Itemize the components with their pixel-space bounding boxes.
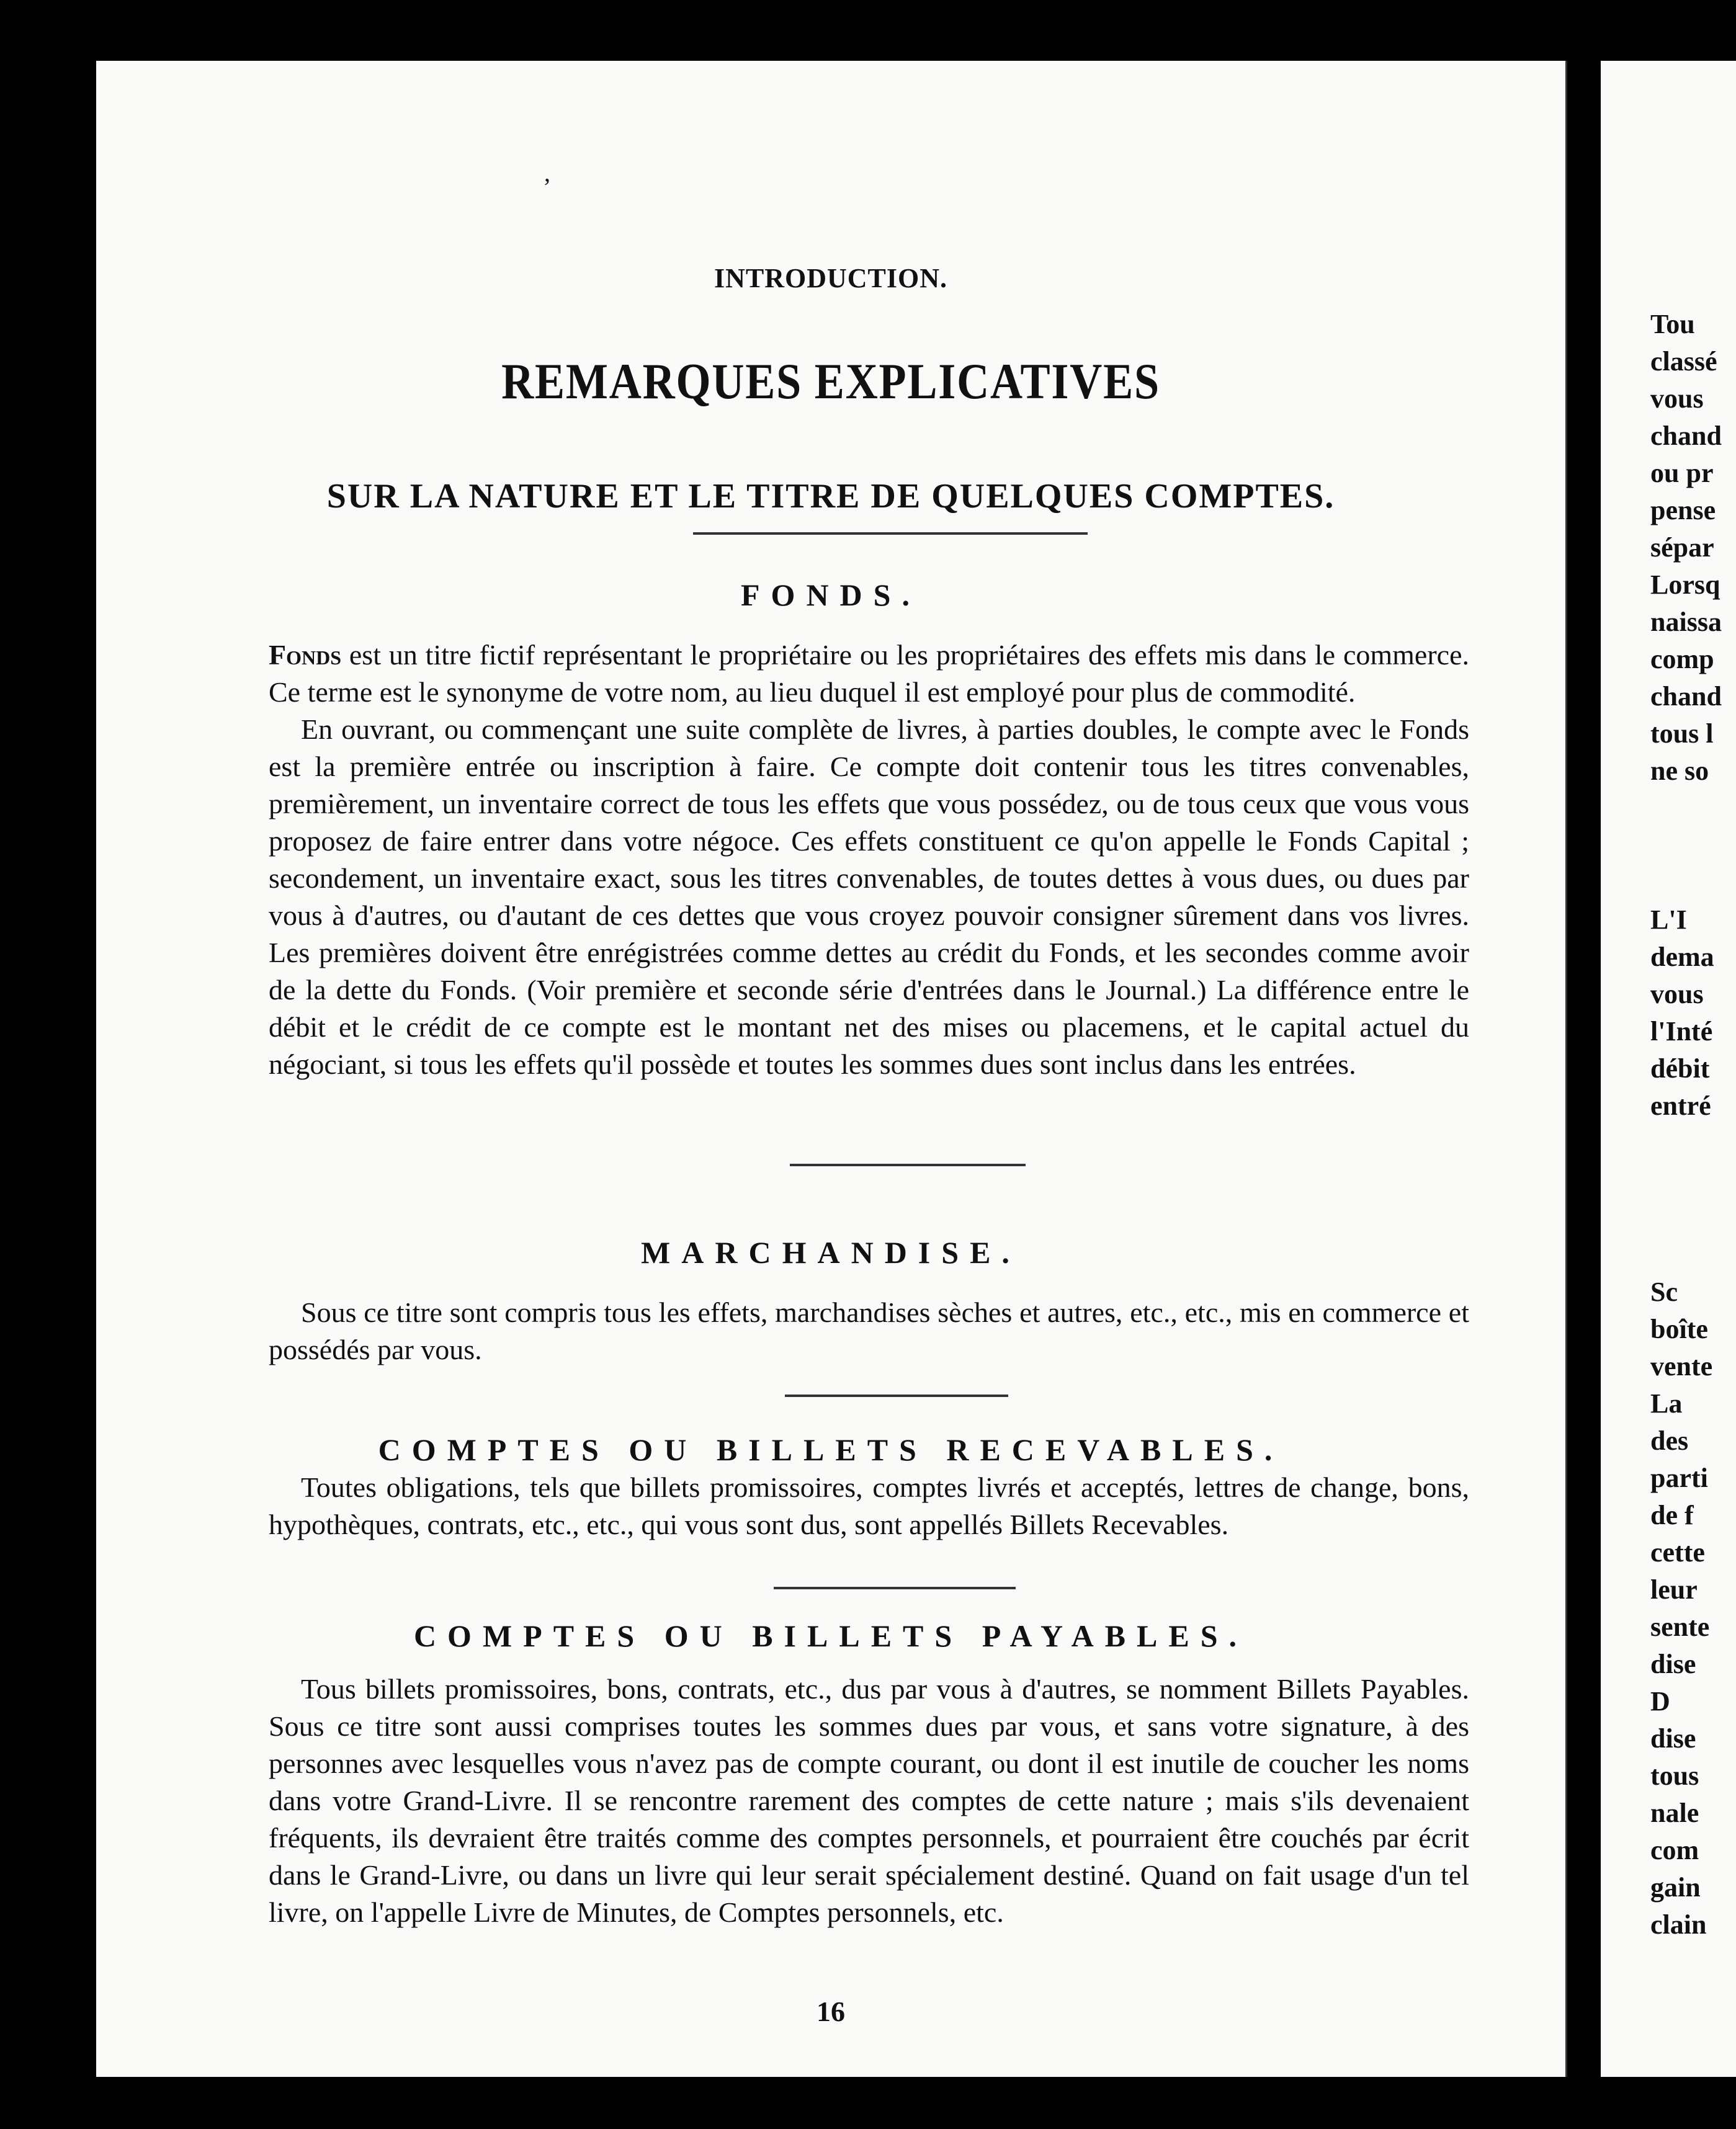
fragment-line: chand bbox=[1650, 681, 1722, 712]
ornamental-rule bbox=[785, 1395, 1008, 1397]
section-heading-payables: COMPTES OU BILLETS PAYABLES. bbox=[413, 1618, 1248, 1653]
paragraph: En ouvrant, ou commençant une suite complète de livres, à parties doubles, le compte avec le Fonds est la première entrée ou inscription à faire. Ce compte doit contenir tous les titres convenables, premièrement, un inventaire correct de tous les effets que vous possédez, ou de tous ceux que vous vous proposez de faire entrer dans votre négoce. Ces effets constituent ce qu'on appelle le Fonds Capital ; secondement, un inventaire exact, sous les titres convenables, de toutes dettes à vous dues, ou dues par vous à d'autres, ou d'autant de ces dettes que vous croyez pouvoir consigner sûrement dans vos livres. Les premières doivent être enrégistrées comme dettes au crédit du Fonds, et les secondes comme avoir de la dette du Fonds. (Voir première et seconde série d'entrées dans le Journal.) La différence entre le débit et le crédit de ce compte est le montant net des mises ou placemens, et le capital actuel du négociant, si tous les effets qu'il possède et toutes les sommes dues sont inclus dans les entrées. bbox=[269, 713, 1469, 1080]
ornamental-rule bbox=[790, 1164, 1026, 1166]
paragraph-text: est un titre fictif représentant le propriétaire ou les propriétaires des effets mis dans le commerce. Ce terme est le synonyme de votre nom, au lieu duquel il est employé pour plus de commodité. bbox=[269, 639, 1469, 708]
fragment-line: vous bbox=[1650, 979, 1704, 1009]
fragment-column bbox=[1650, 901, 1731, 1125]
fragment-line: l'Inté bbox=[1650, 1016, 1713, 1047]
page-title: REMARQUES EXPLICATIVES bbox=[501, 353, 1160, 409]
fragment-line: L'I bbox=[1650, 904, 1687, 935]
fragment-line: sente bbox=[1650, 1612, 1710, 1642]
running-title: INTRODUCTION. bbox=[714, 263, 948, 293]
fragment-line: de f bbox=[1650, 1500, 1694, 1530]
ornamental-rule bbox=[693, 532, 1088, 535]
fragment-line: cette bbox=[1650, 1537, 1705, 1568]
fragment-line: vous bbox=[1650, 383, 1704, 414]
fragment-line: chand bbox=[1650, 421, 1722, 451]
section-body-fonds bbox=[269, 636, 1469, 1083]
section-body-payables bbox=[269, 1671, 1469, 1931]
fragment-line: boîte bbox=[1650, 1314, 1708, 1344]
lead-word: Fonds bbox=[269, 639, 342, 671]
paragraph bbox=[269, 636, 1469, 711]
fragment-column bbox=[1650, 306, 1731, 790]
ink-mark: ʼ bbox=[543, 173, 552, 201]
fragment-line: comp bbox=[1650, 644, 1714, 674]
fragment-line: nale bbox=[1650, 1798, 1699, 1828]
fragment-line: parti bbox=[1650, 1463, 1708, 1493]
section-heading-recevables: COMPTES OU BILLETS RECEVABLES. bbox=[378, 1432, 1284, 1467]
fragment-line: entré bbox=[1650, 1091, 1711, 1121]
fragment-line: vente bbox=[1650, 1351, 1713, 1381]
fragment-line: Tou bbox=[1650, 309, 1695, 339]
fragment-line: gain bbox=[1650, 1872, 1701, 1903]
fragment-line: débit bbox=[1650, 1053, 1710, 1084]
fragment-line: ne so bbox=[1650, 756, 1709, 786]
paragraph: Tous billets promissoires, bons, contrats, etc., dus par vous à d'autres, se nomment Billets Payables. Sous ce titre sont aussi comprises toutes les sommes dues par vous, et sans votre signature, à des personnes avec lesquelles vous n'avez pas de compte courant, ou dont il est inutile de coucher les noms dans votre Grand-Livre. Il se rencontre rarement des comptes de cette nature ; mais s'ils devenaient fréquents, ils devraient être traités comme des comptes personnels, et pourraient être couchés par écrit dans le Grand-Livre, ou dans un livre qui leur serait spécialement destiné. Quand on fait usage d'un tel livre, on l'appelle Livre de Minutes, de Comptes personnels, etc. bbox=[269, 1673, 1469, 1928]
fragment-line: des bbox=[1650, 1426, 1689, 1456]
right-page-fragment bbox=[1601, 61, 1736, 2077]
fragment-line: naissa bbox=[1650, 607, 1722, 637]
ornamental-rule bbox=[774, 1587, 1016, 1589]
fragment-line: classé bbox=[1650, 346, 1717, 377]
fragment-line: La bbox=[1650, 1388, 1683, 1419]
fragment-line: Sc bbox=[1650, 1277, 1678, 1307]
section-heading-marchandise: MARCHANDISE. bbox=[641, 1235, 1021, 1270]
fragment-line: dema bbox=[1650, 942, 1714, 972]
paragraph: Toutes obligations, tels que billets promissoires, comptes livrés et acceptés, lettres de change, bons, hypothèques, contrats, etc., etc., qui vous sont dus, sont appellés Billets Recevables. bbox=[269, 1471, 1469, 1540]
fragment-line: tous l bbox=[1650, 718, 1714, 749]
fragment-line: tous bbox=[1650, 1761, 1699, 1791]
section-heading-fonds: FONDS. bbox=[741, 578, 921, 612]
fragment-column bbox=[1650, 1274, 1731, 1944]
fragment-line: D bbox=[1650, 1686, 1670, 1716]
fragment-line: clain bbox=[1650, 1909, 1707, 1940]
fragment-line: pense bbox=[1650, 495, 1716, 525]
page-subtitle: SUR LA NATURE ET LE TITRE DE QUELQUES COMPTES. bbox=[326, 477, 1335, 516]
fragment-line: dise bbox=[1650, 1649, 1696, 1679]
fragment-line: dise bbox=[1650, 1723, 1696, 1754]
fragment-line: com bbox=[1650, 1835, 1699, 1865]
section-body-marchandise bbox=[269, 1294, 1469, 1368]
fragment-line: ou pr bbox=[1650, 458, 1714, 488]
paragraph: Sous ce titre sont compris tous les effets, marchandises sèches et autres, etc., etc., mis en commerce et possédés par vous. bbox=[269, 1297, 1469, 1365]
fragment-line: leur bbox=[1650, 1574, 1698, 1605]
page-number: 16 bbox=[817, 1996, 845, 2027]
fragment-line: sépar bbox=[1650, 532, 1714, 563]
fragment-line: Lorsq bbox=[1650, 569, 1720, 600]
left-page bbox=[96, 61, 1567, 2077]
section-body-recevables bbox=[269, 1469, 1469, 1543]
